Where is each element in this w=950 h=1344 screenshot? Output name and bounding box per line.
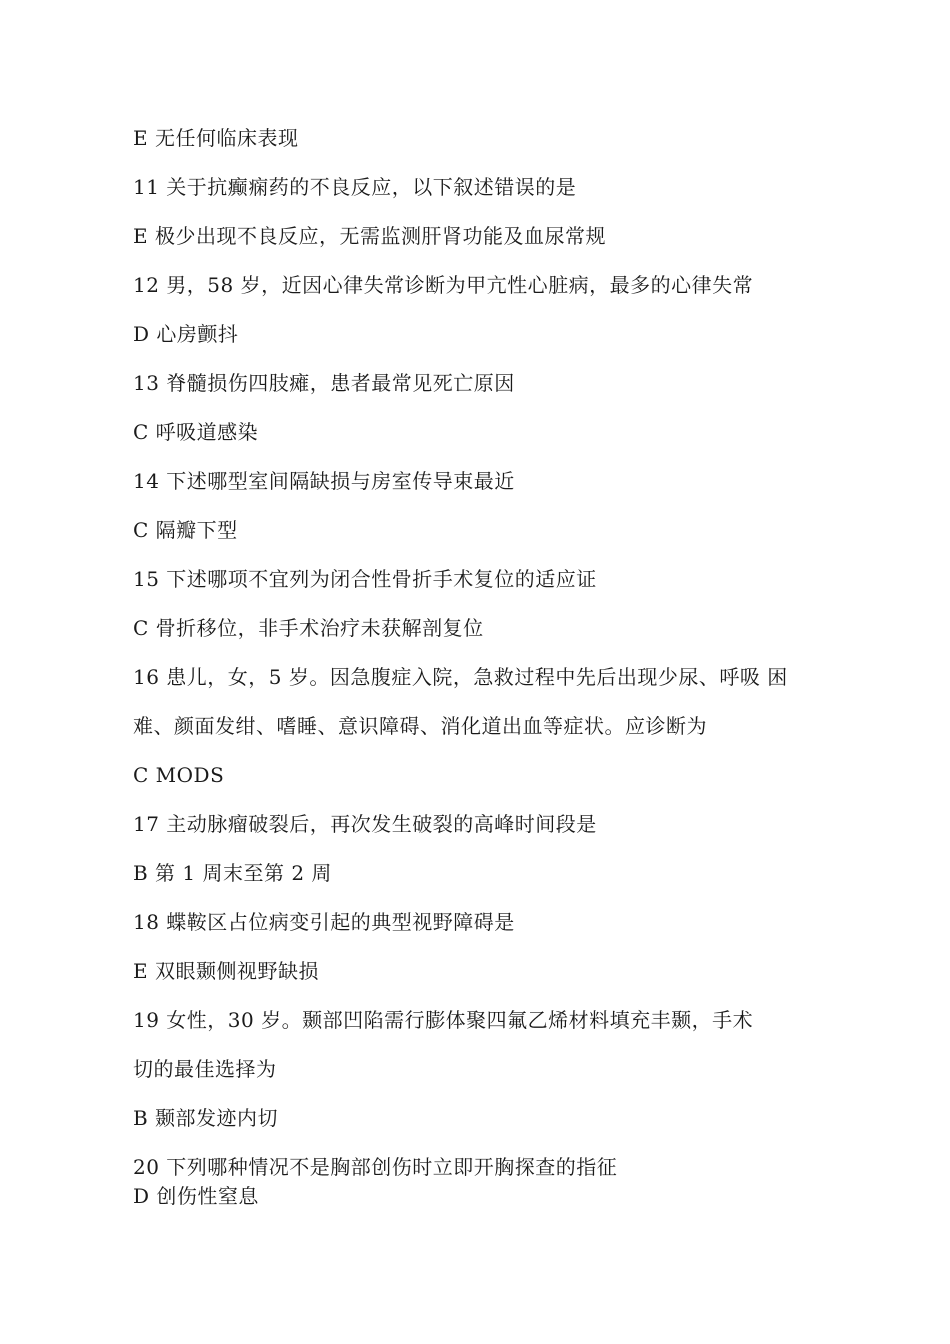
- answer-line: D 心房颤抖: [133, 322, 239, 346]
- question-line: 17 主动脉瘤破裂后，再次发生破裂的高峰时间段是: [133, 812, 597, 836]
- answer-line: E 极少出现不良反应，无需监测肝肾功能及血尿常规: [133, 224, 606, 248]
- question-line: 20 下列哪种情况不是胸部创伤时立即开胸探查的指征: [133, 1155, 618, 1179]
- question-line: 19 女性，30 岁。颞部凹陷需行膨体聚四氟乙烯材料填充丰颞，手术: [133, 1008, 754, 1032]
- question-line-continued: 切的最佳选择为: [133, 1057, 277, 1081]
- question-line: 12 男，58 岁，近因心律失常诊断为甲亢性心脏病，最多的心律失常: [133, 273, 754, 297]
- question-line: 14 下述哪型室间隔缺损与房室传导束最近: [133, 469, 515, 493]
- question-line: 16 患儿，女，5 岁。因急腹症入院，急救过程中先后出现少尿、呼吸 困: [133, 665, 788, 689]
- answer-line: E 无任何临床表现: [133, 126, 299, 150]
- answer-line: B 颞部发迹内切: [133, 1106, 279, 1130]
- question-line: 13 脊髓损伤四肢瘫，患者最常见死亡原因: [133, 371, 515, 395]
- question-line: 15 下述哪项不宜列为闭合性骨折手术复位的适应证: [133, 567, 597, 591]
- answer-line: C 呼吸道感染: [133, 420, 259, 444]
- question-line: 18 蝶鞍区占位病变引起的典型视野障碍是: [133, 910, 515, 934]
- answer-line: B 第 1 周末至第 2 周: [133, 861, 332, 885]
- answer-line: C 隔瓣下型: [133, 518, 238, 542]
- answer-line: C MODS: [133, 763, 225, 787]
- question-line-continued: 难、颜面发绀、嗜睡、意识障碍、消化道出血等症状。应诊断为: [133, 714, 707, 738]
- question-line: 11 关于抗癫痫药的不良反应，以下叙述错误的是: [133, 175, 577, 199]
- answer-line: E 双眼颞侧视野缺损: [133, 959, 319, 983]
- answer-line: C 骨折移位，非手术治疗未获解剖复位: [133, 616, 484, 640]
- answer-line: D 创伤性窒息: [133, 1184, 259, 1208]
